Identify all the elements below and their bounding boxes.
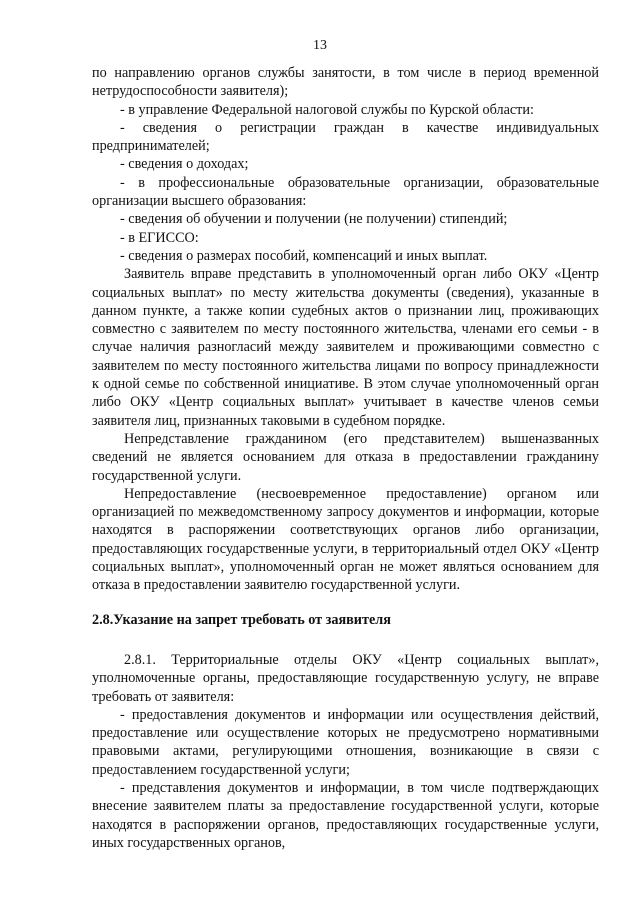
paragraph: 2.8.1. Территориальные отделы ОКУ «Центр социальных выплат», уполномоченные органы, предоставляющие государственную услугу, не вправе требовать от заявителя: (92, 651, 599, 705)
paragraph: Непредставление гражданином (его представителем) вышеназванных сведений не является основанием для отказа в предоставлении гражданину государственной услуги. (92, 430, 599, 484)
list-item: - сведения о регистрации граждан в качестве индивидуальных предпринимателей; (92, 119, 599, 155)
section-heading: 2.8.Указание на запрет требовать от заявителя (92, 611, 391, 628)
list-item: - в профессиональные образовательные организации, образовательные организации высшего образования: (92, 174, 599, 210)
paragraph: по направлению органов службы занятости, в том числе в период временной нетрудоспособности заявителя); (92, 65, 599, 100)
page-number: 13 (313, 38, 327, 53)
list-item: - сведения об обучении и получении (не получении) стипендий; (120, 211, 508, 228)
document-body (92, 64, 599, 852)
list-item: - сведения о размерах пособий, компенсаций и иных выплат. (120, 247, 488, 264)
list-item: - предоставления документов и информации или осуществления действий, предоставление или осуществление которых не предусмотрено нормативными правовыми актами, регулирующими отношения, возникающие в связи с предоставлением государственной услуги; (92, 706, 599, 778)
paragraph: Заявитель вправе представить в уполномоченный орган либо ОКУ «Центр социальных выплат» по месту жительства документы (сведения), указанные в данном пункте, а также копии судебных актов о признании лиц, проживающих совместно с заявителем по месту постоянного жительства, членами его семьи - в случае наличия разногласий между заявителем и проживающими совместно с заявителем по месту постоянного жительства лицами по вопросу принадлежности к одной семье по собственной инициативе. В этом случае уполномоченный орган либо ОКУ «Центр социальных выплат» учитывает в качестве членов семьи заявителя лиц, признанных таковыми в судебном порядке. (92, 266, 599, 429)
list-item: - в ЕГИССО: (120, 229, 199, 246)
list-item: - в управление Федеральной налоговой службы по Курской области: (120, 101, 534, 118)
list-item: - представления документов и информации, в том числе подтверждающих внесение заявителем платы за предоставление государственной услуги, которые находятся в распоряжении органов, предоставляющих государственные услуги, иных государственных органов, (92, 779, 599, 851)
list-item: - сведения о доходах; (120, 156, 249, 173)
paragraph: Непредоставление (несвоевременное предоставление) органом или организацией по межведомственному запросу документов и информации, которые находятся в распоряжении соответствующих органов либо организации, предоставляющих государственные услуги, в территориальный отдел ОКУ «Центр социальных выплат», уполномоченный орган не может являться основанием для отказа в предоставлении заявителю государственной услуги. (92, 485, 599, 594)
